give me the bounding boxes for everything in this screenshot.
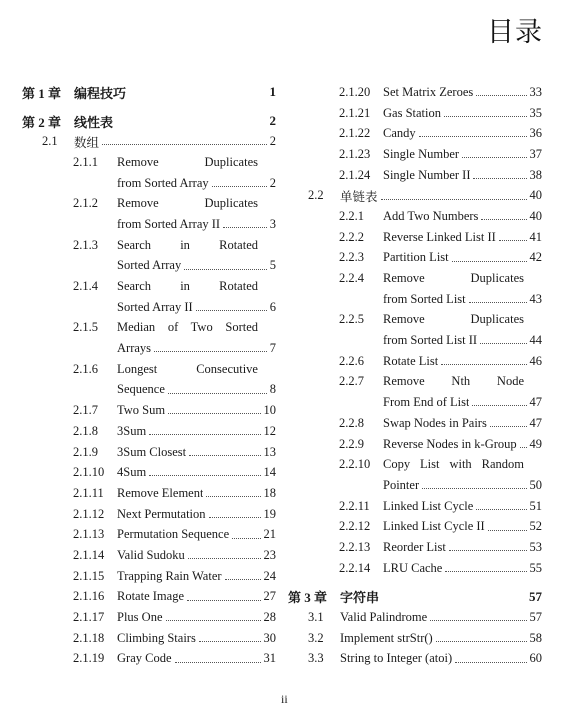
toc-entry-sub[interactable] xyxy=(288,454,542,495)
toc-entry-title: Search in Rotated xyxy=(117,237,258,252)
toc-entry-title: Sequence xyxy=(117,382,165,397)
toc-entry-number: 2.2.8 xyxy=(339,415,364,430)
dot-leader xyxy=(154,339,267,353)
toc-entry-number: 2.1.17 xyxy=(73,610,105,625)
toc-entry-number: 2.2.6 xyxy=(339,353,364,368)
toc-page-number: 49 xyxy=(529,436,542,451)
toc-entry-number: 2.1.22 xyxy=(339,126,371,141)
toc-entry-number: 2.2.2 xyxy=(339,229,364,244)
toc-entry-sub[interactable] xyxy=(288,558,542,579)
toc-page-number: 18 xyxy=(263,485,276,500)
toc-entry-number: 3.3 xyxy=(308,651,324,666)
toc-entry-title: Single Number II xyxy=(383,167,471,182)
toc-entry-number: 2.2.10 xyxy=(339,457,371,472)
toc-page-number: 8 xyxy=(269,382,276,397)
toc-entry-number: 2.1.4 xyxy=(73,279,98,294)
toc-page-number: 43 xyxy=(529,291,542,306)
toc-page-number: 1 xyxy=(269,84,276,100)
toc-entry-number: 第 1 章 xyxy=(22,85,62,101)
toc-page-number: 19 xyxy=(263,506,276,521)
toc-page-number: 23 xyxy=(263,547,276,562)
toc-entry-sub[interactable] xyxy=(22,318,276,359)
toc-page-number: 28 xyxy=(263,610,276,625)
toc-entry-sub[interactable] xyxy=(288,206,542,227)
toc-page-number: 27 xyxy=(263,589,276,604)
toc-entry-sub[interactable] xyxy=(288,144,542,165)
toc-page-number: 47 xyxy=(529,415,542,430)
toc-page-number: 51 xyxy=(529,498,542,513)
toc-entry-title: Single Number xyxy=(383,146,460,161)
toc-page-number: 2 xyxy=(269,134,276,149)
toc-page-number: 46 xyxy=(529,353,542,368)
toc-entry-title: Swap Nodes in Pairs xyxy=(383,415,487,430)
toc-entry-title: Partition List xyxy=(383,250,449,265)
toc-entry-section[interactable] xyxy=(22,131,276,152)
dot-leader xyxy=(462,145,526,159)
toc-entry-number: 2.1.21 xyxy=(339,105,371,120)
toc-entry-title: Trapping Rain Water xyxy=(117,568,222,583)
toc-entry-title: Arrays xyxy=(117,341,152,356)
toc-entry-number: 2.1.2 xyxy=(73,196,98,211)
toc-entry-sub[interactable] xyxy=(22,193,276,234)
toc-page-number: 60 xyxy=(529,651,542,666)
toc-page-number: 41 xyxy=(529,229,542,244)
toc-entry-title: 3Sum xyxy=(117,423,147,438)
toc-page-number: 31 xyxy=(263,651,276,666)
dot-leader xyxy=(196,297,267,311)
toc-page-number: 7 xyxy=(269,341,276,356)
toc-entry-sub[interactable] xyxy=(288,123,542,144)
toc-entry-title: Remove Duplicates xyxy=(117,196,258,211)
toc-entry-number: 2.1.9 xyxy=(73,444,98,459)
dot-leader xyxy=(175,649,261,663)
toc-entry-title: Search in Rotated xyxy=(117,279,258,294)
toc-page-number: 30 xyxy=(263,630,276,645)
toc-entry-number: 2.2.14 xyxy=(339,560,371,575)
toc-entry-sub[interactable] xyxy=(288,434,542,455)
toc-entry-number: 2.1.14 xyxy=(73,547,105,562)
toc-entry-title: Sorted Array xyxy=(117,258,182,273)
toc-entry-title: 字符串 xyxy=(340,590,380,606)
toc-entry-sub[interactable] xyxy=(22,235,276,276)
page-number: ii xyxy=(281,692,288,706)
toc-entry-number: 2.2.4 xyxy=(339,271,364,286)
toc-entry-sub[interactable] xyxy=(22,649,276,670)
toc-entry-title: Longest Consecutive xyxy=(117,361,258,376)
dot-leader xyxy=(102,132,267,146)
toc-entry-chapter[interactable] xyxy=(22,111,276,132)
toc-entry-title: Gas Station xyxy=(383,105,441,120)
toc-entry-title: Candy xyxy=(383,126,416,141)
toc-entry-sub[interactable] xyxy=(22,442,276,463)
toc-entry-number: 2.1.11 xyxy=(73,485,104,500)
toc-entry-number: 2.1.10 xyxy=(73,465,105,480)
toc-entry-sub[interactable] xyxy=(22,421,276,442)
toc-entry-title: Climbing Stairs xyxy=(117,630,196,645)
toc-page-number: 12 xyxy=(263,423,276,438)
toc-page-number: 44 xyxy=(529,333,542,348)
dot-leader xyxy=(187,587,261,601)
toc-entry-title: Median of Two Sorted xyxy=(117,320,258,335)
dot-leader xyxy=(445,558,526,572)
toc-entry-sub[interactable] xyxy=(22,462,276,483)
dot-leader xyxy=(469,289,527,303)
toc-entry-title: Rotate List xyxy=(383,353,439,368)
toc-page-number: 24 xyxy=(263,568,276,583)
toc-page-number: 2 xyxy=(269,113,276,129)
toc-entry-title: Remove Duplicates xyxy=(383,312,524,327)
dot-leader xyxy=(472,393,526,407)
dot-leader xyxy=(490,414,527,428)
dot-leader xyxy=(199,628,261,642)
dot-leader xyxy=(436,628,527,642)
dot-leader xyxy=(206,484,260,498)
toc-entry-title: Rotate Image xyxy=(117,589,184,604)
dot-leader xyxy=(225,566,261,580)
toc-page-number: 37 xyxy=(529,146,542,161)
toc-entry-title: Copy List with Random xyxy=(383,457,524,472)
toc-entry-sub[interactable] xyxy=(22,524,276,545)
dot-leader xyxy=(473,165,526,179)
toc-entry-title: Add Two Numbers xyxy=(383,208,479,223)
toc-entry-title: Next Permutation xyxy=(117,506,206,521)
dot-leader xyxy=(168,380,267,394)
toc-entry-title: Valid Sudoku xyxy=(117,547,185,562)
toc-entry-number: 2.1.19 xyxy=(73,651,105,666)
toc-entry-sub[interactable] xyxy=(22,504,276,525)
toc-entry-number: 2.2.13 xyxy=(339,539,371,554)
toc-page-number: 42 xyxy=(529,250,542,265)
toc-entry-title: from Sorted Array II xyxy=(117,216,221,231)
toc-page-number: 57 xyxy=(529,610,542,625)
toc-entry-sub[interactable] xyxy=(22,483,276,504)
dot-leader xyxy=(455,649,526,663)
dot-leader xyxy=(480,331,526,345)
toc-entry-title: 数组 xyxy=(74,135,100,150)
dot-leader xyxy=(209,504,261,518)
toc-entry-number: 2.2.1 xyxy=(339,208,364,223)
toc-entry-number: 第 3 章 xyxy=(288,590,328,606)
toc-page-number: 33 xyxy=(529,84,542,99)
toc-entry-number: 2.1 xyxy=(42,134,58,149)
toc-entry-title: Remove Duplicates xyxy=(383,271,524,286)
toc-page-number: 3 xyxy=(269,216,276,231)
dot-leader xyxy=(444,103,527,117)
toc-entry-sub[interactable] xyxy=(288,496,542,517)
toc-entry-title: 单链表 xyxy=(340,189,378,204)
toc-entry-title: from Sorted List II xyxy=(383,333,478,348)
toc-entry-title: Reorder List xyxy=(383,539,446,554)
toc-entry-section[interactable] xyxy=(288,607,542,628)
toc-entry-chapter[interactable] xyxy=(288,587,542,608)
dot-leader xyxy=(481,207,526,221)
toc-page-number: 6 xyxy=(269,299,276,314)
toc-page-number: 57 xyxy=(529,588,542,604)
dot-leader xyxy=(476,83,526,97)
dot-leader xyxy=(449,538,527,552)
toc-entry-title: 4Sum xyxy=(117,465,147,480)
toc-entry-title: Plus One xyxy=(117,610,163,625)
toc-entry-section[interactable] xyxy=(288,649,542,670)
toc-entry-title: Gray Code xyxy=(117,651,172,666)
dot-leader xyxy=(520,434,527,448)
toc-entry-sub[interactable] xyxy=(288,268,542,309)
toc-page-number: 35 xyxy=(529,105,542,120)
dot-leader xyxy=(189,442,260,456)
toc-page-number: 50 xyxy=(529,477,542,492)
toc-page-number: 14 xyxy=(263,465,276,480)
toc-entry-sub[interactable] xyxy=(288,82,542,103)
toc-entry-title: 编程技巧 xyxy=(74,85,127,101)
toc-entry-sub[interactable] xyxy=(22,566,276,587)
toc-entry-number: 2.1.18 xyxy=(73,630,105,645)
dot-leader xyxy=(476,496,526,510)
toc-entry-title: Linked List Cycle xyxy=(383,498,474,513)
toc-entry-number: 2.1.15 xyxy=(73,568,105,583)
toc-entry-number: 2.1.16 xyxy=(73,589,105,604)
toc-page-number: 13 xyxy=(263,444,276,459)
toc-entry-sub[interactable] xyxy=(22,276,276,317)
toc-entry-title: Valid Palindrome xyxy=(340,610,428,625)
toc-entry-sub[interactable] xyxy=(22,545,276,566)
toc-entry-number: 2.1.20 xyxy=(339,84,371,99)
toc-entry-number: 2.2.9 xyxy=(339,436,364,451)
toc-entry-title: Sorted Array II xyxy=(117,299,193,314)
toc-page-number: 58 xyxy=(529,630,542,645)
toc-entry-title: Pointer xyxy=(383,477,420,492)
toc-entry-title: Set Matrix Zeroes xyxy=(383,84,474,99)
toc-entry-chapter[interactable] xyxy=(22,82,276,103)
toc-page-number: 40 xyxy=(529,208,542,223)
dot-leader xyxy=(419,124,527,138)
toc-entry-number: 2.2.12 xyxy=(339,519,371,534)
dot-leader xyxy=(188,546,261,560)
toc-entry-number: 2.1.12 xyxy=(73,506,105,521)
toc-entry-number: 2.2 xyxy=(308,188,324,203)
toc-entry-section[interactable] xyxy=(288,628,542,649)
toc-entry-sub[interactable] xyxy=(288,310,542,351)
dot-leader xyxy=(430,608,526,622)
toc-entry-sub[interactable] xyxy=(22,152,276,193)
dot-leader xyxy=(232,525,260,539)
toc-entry-sub[interactable] xyxy=(288,227,542,248)
toc-entry-number: 2.2.5 xyxy=(339,312,364,327)
toc-entry-sub[interactable] xyxy=(22,359,276,400)
toc-entry-sub[interactable] xyxy=(288,165,542,186)
toc-entry-title: LRU Cache xyxy=(383,560,443,575)
toc-entry-title: String to Integer (atoi) xyxy=(340,651,453,666)
dot-leader xyxy=(212,173,267,187)
toc-page-number: 38 xyxy=(529,167,542,182)
dot-leader xyxy=(168,401,260,415)
dot-leader xyxy=(223,215,267,229)
toc-entry-section[interactable] xyxy=(288,185,542,206)
toc-entry-number: 2.1.3 xyxy=(73,237,98,252)
toc-entry-sub[interactable] xyxy=(288,248,542,269)
toc-page-number: 36 xyxy=(529,126,542,141)
toc-entry-sub[interactable] xyxy=(22,628,276,649)
toc-entry-number: 2.2.3 xyxy=(339,250,364,265)
toc-entry-title: from Sorted List xyxy=(383,291,466,306)
dot-leader xyxy=(441,352,526,366)
toc-page-number: 40 xyxy=(529,188,542,203)
toc-entry-number: 2.1.8 xyxy=(73,423,98,438)
toc-entry-title: Reverse Linked List II xyxy=(383,229,496,244)
toc-entry-number: 2.1.5 xyxy=(73,320,98,335)
toc-entry-title: Remove Nth Node xyxy=(383,374,524,389)
page-title: 目录 xyxy=(487,17,543,48)
toc-page-number: 10 xyxy=(263,403,276,418)
toc-page-number: 53 xyxy=(529,539,542,554)
toc-page-number: 2 xyxy=(269,175,276,190)
dot-leader xyxy=(149,422,260,436)
toc-entry-sub[interactable] xyxy=(288,103,542,124)
toc-page-number: 47 xyxy=(529,395,542,410)
dot-leader xyxy=(381,186,527,200)
toc-column-right xyxy=(288,82,542,669)
toc-entry-sub[interactable] xyxy=(288,372,542,413)
toc-page-number: 55 xyxy=(529,560,542,575)
toc-entry-sub[interactable] xyxy=(288,537,542,558)
toc-entry-number: 2.1.6 xyxy=(73,361,98,376)
toc-entry-sub[interactable] xyxy=(22,607,276,628)
dot-leader xyxy=(184,256,267,270)
toc-entry-sub[interactable] xyxy=(288,413,542,434)
toc-entry-sub[interactable] xyxy=(288,516,542,537)
dot-leader xyxy=(499,227,527,241)
toc-entry-number: 3.2 xyxy=(308,630,324,645)
toc-page-number: 5 xyxy=(269,258,276,273)
toc-entry-number: 2.1.7 xyxy=(73,403,98,418)
dot-leader xyxy=(452,248,527,262)
toc-entry-number: 3.1 xyxy=(308,610,324,625)
toc-entry-title: Linked List Cycle II xyxy=(383,519,485,534)
toc-entry-sub[interactable] xyxy=(22,587,276,608)
toc-entry-title: Two Sum xyxy=(117,403,166,418)
toc-entry-number: 2.1.1 xyxy=(73,154,98,169)
toc-entry-title: from Sorted Array xyxy=(117,175,209,190)
toc-page-number: 21 xyxy=(263,527,276,542)
toc-entry-title: Permutation Sequence xyxy=(117,527,230,542)
dot-leader xyxy=(149,463,260,477)
dot-leader xyxy=(488,517,527,531)
toc-entry-number: 2.1.23 xyxy=(339,146,371,161)
dot-leader xyxy=(422,476,526,490)
toc-entry-title: Reverse Nodes in k-Group xyxy=(383,436,517,451)
toc-entry-number: 2.2.7 xyxy=(339,374,364,389)
toc-entry-number: 2.1.24 xyxy=(339,167,371,182)
toc-entry-title: Remove Element xyxy=(117,485,204,500)
toc-entry-title: Implement strStr() xyxy=(340,630,433,645)
toc-entry-title: Remove Duplicates xyxy=(117,154,258,169)
toc-entry-number: 2.1.13 xyxy=(73,527,105,542)
dot-leader xyxy=(166,608,261,622)
toc-entry-title: 3Sum Closest xyxy=(117,444,187,459)
toc-column-left xyxy=(22,82,276,669)
toc-entry-title: 线性表 xyxy=(74,114,114,130)
toc-entry-sub[interactable] xyxy=(288,351,542,372)
toc-page-number: 52 xyxy=(529,519,542,534)
toc-entry-number: 2.2.11 xyxy=(339,498,370,513)
toc-entry-title: From End of List xyxy=(383,395,470,410)
toc-entry-number: 第 2 章 xyxy=(22,114,62,130)
toc-entry-sub[interactable] xyxy=(22,400,276,421)
